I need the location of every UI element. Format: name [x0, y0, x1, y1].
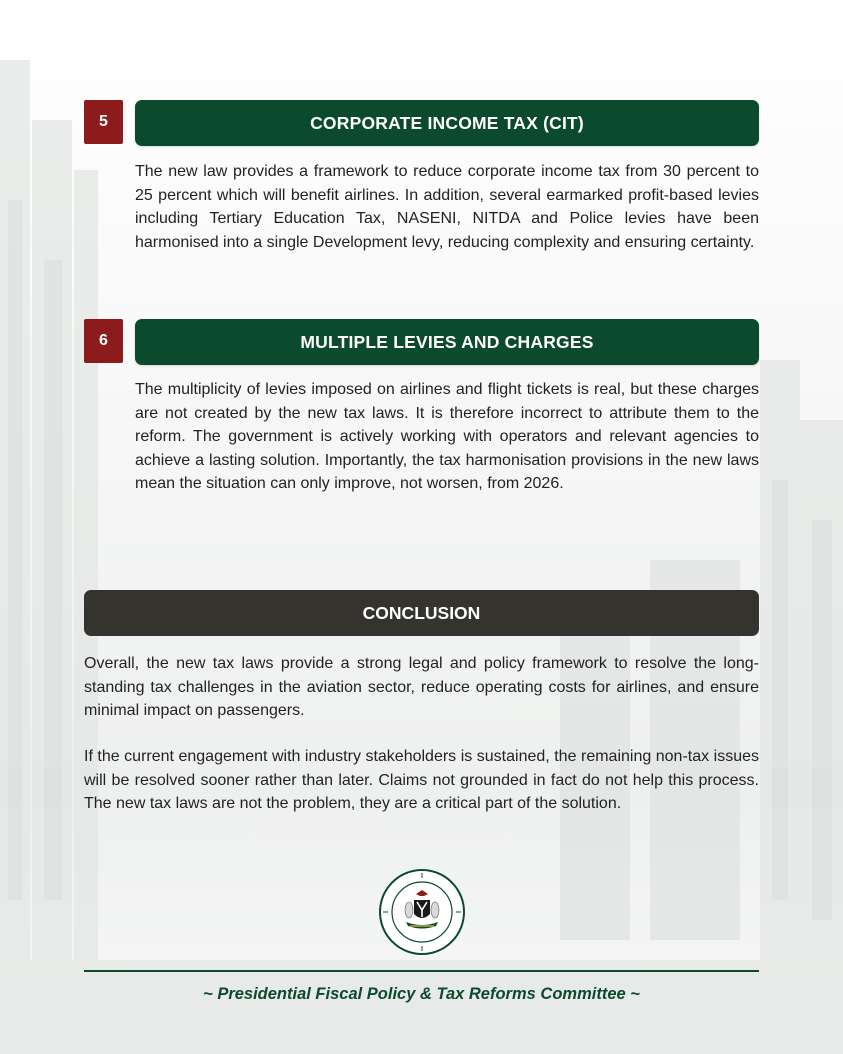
- section-number-badge: 5: [84, 100, 123, 144]
- conclusion-heading: CONCLUSION: [84, 590, 759, 636]
- coat-of-arms-seal-icon: [378, 868, 466, 956]
- footer-committee-name: ~ Presidential Fiscal Policy & Tax Reforms Committee ~: [203, 985, 640, 1003]
- section-heading-cit: CORPORATE INCOME TAX (CIT): [135, 100, 759, 146]
- section-body-levies: The multiplicity of levies imposed on airlines and flight tickets is real, but these charges are not created by the new tax laws. It is therefore incorrect to attribute them to the reform. The government is actively working with operators and relevant agencies to achieve a lasting solution. Importantly, the tax harmonisation provisions in the new laws mean the situation can only improve, not worsen, from 2026.: [135, 381, 759, 492]
- section-body-cit: The new law provides a framework to reduce corporate income tax from 30 percent to 25 percent which will benefit airlines. In addition, several earmarked profit-based levies including Tertiary Education Tax, NASENI, NITDA and Police levies have been harmonised into a single Development levy, reducing complexity and ensuring certainty.: [135, 163, 759, 251]
- footer-divider: [84, 970, 759, 972]
- section-heading-levies: MULTIPLE LEVIES AND CHARGES: [135, 319, 759, 365]
- section-number-badge: 6: [84, 319, 123, 363]
- conclusion-paragraph: Overall, the new tax laws provide a strong legal and policy framework to resolve the long-standing tax challenges in the aviation sector, reduce operating costs for airlines, and ensure minimal impact on passengers.: [84, 655, 759, 719]
- conclusion-paragraph: If the current engagement with industry stakeholders is sustained, the remaining non-tax issues will be resolved sooner rather than later. Claims not grounded in fact do not help this process. The new tax laws are not the problem, they are a critical part of the solution.: [84, 748, 759, 812]
